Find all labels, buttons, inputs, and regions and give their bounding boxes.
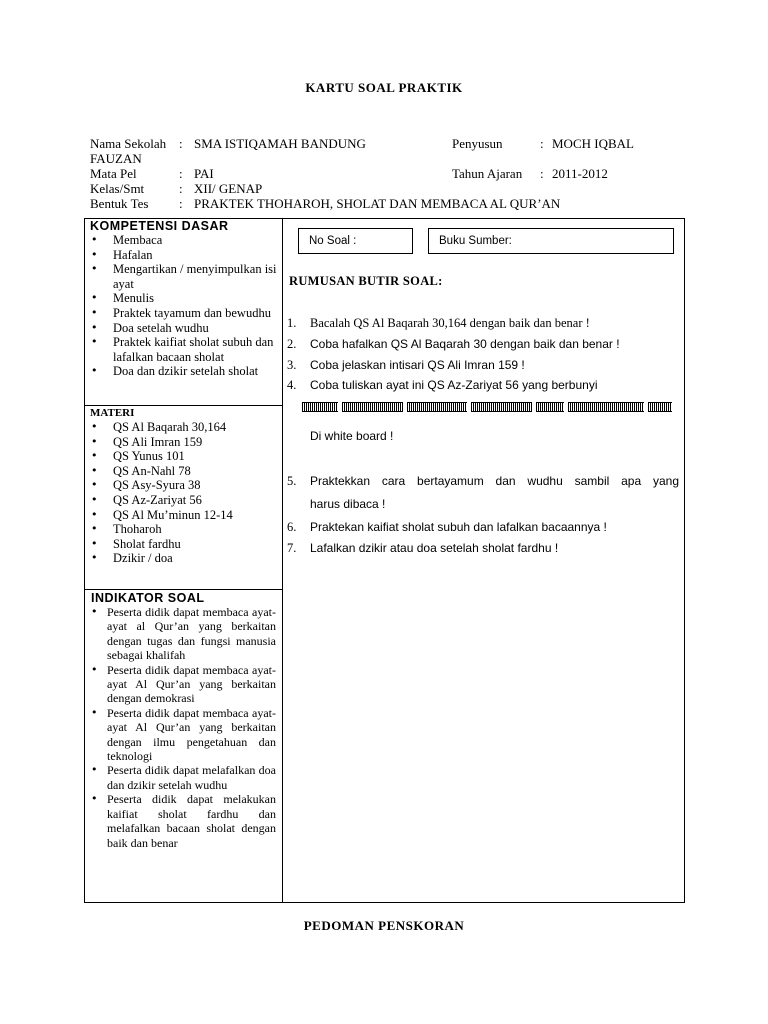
- info-block: [90, 136, 690, 211]
- penyusun-value: MOCH IQBAL: [552, 136, 634, 151]
- materi-item: • QS An-Nahl 78: [85, 464, 282, 479]
- sekolah-label: Nama Sekolah: [90, 136, 167, 151]
- colon: :: [179, 166, 183, 181]
- indikator-item: • Peserta didik dapat membaca ayat-ayat al Qur’an yang berkaitan dengan tugas dan fungsi manusia sebagai khalifah: [85, 605, 282, 663]
- kompetensi-item: • Doa dan dzikir setelah sholat: [85, 364, 282, 379]
- info-row-sekolah: [90, 136, 690, 151]
- colon: :: [179, 196, 183, 211]
- colon: :: [179, 136, 183, 151]
- materi-item: • QS Ali Imran 159: [85, 435, 282, 450]
- question-number: 2.: [287, 337, 297, 351]
- bentuk-label: Bentuk Tes: [90, 196, 149, 211]
- indikator-section: [85, 589, 282, 904]
- question-text: Bacalah QS Al Baqarah 30,164 dengan baik dan benar !: [310, 316, 590, 330]
- indikator-item: • Peserta didik dapat melafalkan doa dan dzikir setelah wudhu: [85, 763, 282, 792]
- question-number: 7.: [287, 541, 297, 555]
- sekolah-value: SMA ISTIQAMAH BANDUNG: [194, 136, 366, 151]
- indikator-item: • Peserta didik dapat membaca ayat-ayat Al Qur’an yang berkaitan dengan ilmu pengetahuan dan teknologi: [85, 706, 282, 764]
- question-text: harus dibaca !: [310, 497, 386, 511]
- tahun-value: 2011-2012: [552, 166, 608, 181]
- info-row-kelas: [90, 181, 690, 196]
- kompetensi-item: • Membaca: [85, 233, 282, 248]
- colon: :: [540, 166, 544, 181]
- rumusan-heading: RUMUSAN BUTIR SOAL:: [289, 274, 443, 288]
- materi-section: [85, 405, 282, 590]
- kompetensi-heading: KOMPETENSI DASAR: [90, 219, 229, 233]
- question-text: Praktekkan cara bertayamum dan wudhu sambil apa yang: [310, 474, 679, 488]
- kompetensi-list: [85, 233, 282, 379]
- kompetensi-item: • Praktek tayamum dan bewudhu: [85, 306, 282, 321]
- question-number: 1.: [287, 316, 297, 330]
- indikator-item: • Peserta didik dapat melakukan kaifiat sholat fardhu dan melafalkan bacaan sholat dengan baik dan benar: [85, 792, 282, 850]
- arabic-verse-image: [302, 400, 672, 414]
- materi-item: • QS Al Mu’minun 12-14: [85, 508, 282, 523]
- info-row-mapel: [90, 166, 690, 181]
- materi-item: • QS Az-Zariyat 56: [85, 493, 282, 508]
- question-text: Praktekan kaifiat sholat subuh dan lafalkan bacaannya !: [310, 520, 607, 534]
- kompetensi-item: • Mengartikan / menyimpulkan isi ayat: [85, 262, 282, 291]
- kompetensi-item: • Hafalan: [85, 248, 282, 263]
- question-number: 6.: [287, 520, 297, 534]
- materi-item: • Sholat fardhu: [85, 537, 282, 552]
- question-text: Coba hafalkan QS Al Baqarah 30 dengan baik dan benar !: [310, 337, 620, 351]
- document-title: KARTU SOAL PRAKTIK: [305, 80, 463, 95]
- question-text: Coba tuliskan ayat ini QS Az-Zariyat 56 yang berbunyi: [310, 378, 598, 392]
- colon: :: [540, 136, 544, 151]
- no-soal-box: No Soal :: [298, 228, 413, 254]
- indikator-heading: INDIKATOR SOAL: [91, 591, 205, 605]
- indikator-list: [85, 605, 282, 850]
- info-row-bentuk: [90, 196, 690, 211]
- question-number: 3.: [287, 358, 297, 372]
- materi-heading: MATERI: [90, 407, 135, 419]
- kompetensi-item: • Praktek kaifiat sholat subuh dan lafalkan bacaan sholat: [85, 335, 282, 364]
- materi-list: [85, 420, 282, 566]
- mapel-label: Mata Pel: [90, 166, 137, 181]
- kelas-value: XII/ GENAP: [194, 181, 263, 196]
- penyusun-label: Penyusun: [452, 136, 503, 151]
- question-card-table: [84, 218, 685, 903]
- question-number: 5.: [287, 474, 297, 488]
- right-column: [282, 219, 684, 902]
- left-column: [85, 219, 283, 902]
- mapel-value: PAI: [194, 166, 214, 181]
- materi-item: • QS Yunus 101: [85, 449, 282, 464]
- tahun-label: Tahun Ajaran: [452, 166, 523, 181]
- buku-sumber-box: Buku Sumber:: [428, 228, 674, 254]
- question-text: Di white board !: [310, 429, 394, 443]
- kompetensi-section: [85, 219, 282, 406]
- kompetensi-item: • Menulis: [85, 291, 282, 306]
- materi-item: • QS Al Baqarah 30,164: [85, 420, 282, 435]
- question-text: Coba jelaskan intisari QS Ali Imran 159 !: [310, 358, 525, 372]
- materi-item: • QS Asy-Syura 38: [85, 478, 282, 493]
- question-number: 4.: [287, 378, 297, 392]
- info-row-penyusun-cont: [90, 151, 690, 166]
- scoring-guide-title: PEDOMAN PENSKORAN: [303, 918, 465, 933]
- colon: :: [179, 181, 183, 196]
- question-text: Lafalkan dzikir atau doa setelah sholat fardhu !: [310, 541, 559, 555]
- penyusun-value-cont: FAUZAN: [90, 151, 142, 166]
- kelas-label: Kelas/Smt: [90, 181, 145, 196]
- bentuk-value: PRAKTEK THOHAROH, SHOLAT DAN MEMBACA AL QUR’AN: [194, 196, 561, 211]
- kompetensi-item: • Doa setelah wudhu: [85, 321, 282, 336]
- indikator-item: • Peserta didik dapat membaca ayat-ayat Al Qur’an yang berkaitan dengan demokrasi: [85, 663, 282, 706]
- materi-item: • Thoharoh: [85, 522, 282, 537]
- materi-item: • Dzikir / doa: [85, 551, 282, 566]
